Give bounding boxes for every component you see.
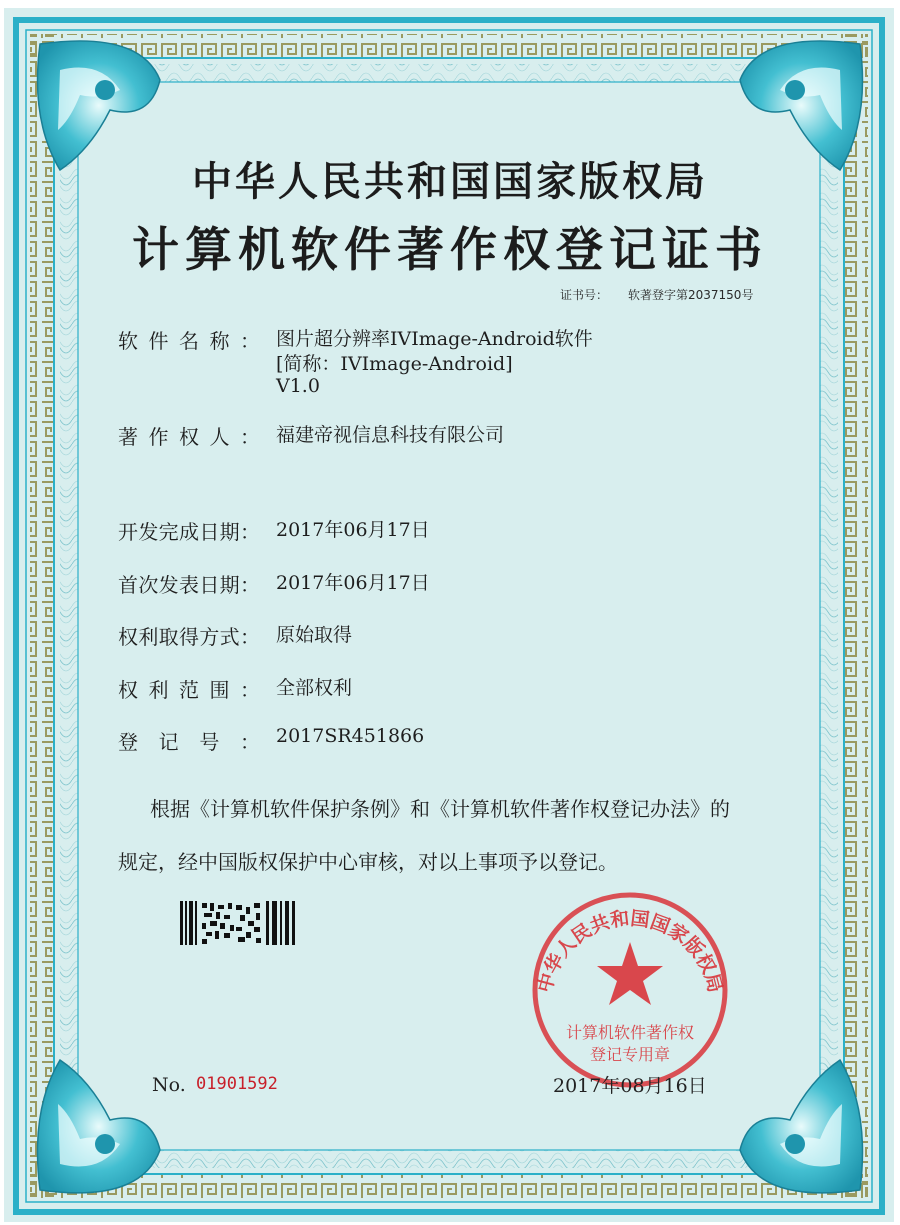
cert-number-label: 证书号： [560,288,609,302]
dev-complete-date-value: 2017年06月17日 [276,519,430,541]
issuing-authority: 中华人民共和国国家版权局 [192,158,708,205]
software-name-line2: [简称：IVImage-Android] [276,353,513,375]
issue-date: 2017年08月16日 [553,1075,707,1097]
seal-ring-text: 中华人民共和国国家版权局 [533,907,727,995]
registration-no-value: 2017SR451866 [276,725,425,747]
barcode [180,901,298,945]
software-name-line1: 图片超分辨率IVImage-Android软件 [276,328,593,350]
corner-ornament-bottom-right [740,1060,863,1193]
statement-line1: 根据《计算机软件保护条例》和《计算机软件著作权登记办法》的 [150,797,730,821]
label-dev-complete-date: 开 发 完 成 日 期 ： [118,520,260,544]
seal-line2: 登记专用章 [589,1045,671,1064]
corner-ornament-bottom-left [38,1060,161,1193]
rights-acquisition-value: 原始取得 [276,624,353,646]
software-version: V1.0 [276,375,320,397]
official-seal [520,880,740,1100]
label-first-publish-date: 首 次 发 表 日 期 ： [118,573,260,597]
label-copyright-owner: 著 作 权 人 ： [118,425,260,449]
certificate-title: 计算机软件著作权登记证书 [132,223,768,278]
first-publish-date-value: 2017年06月17日 [276,572,430,594]
rights-scope-value: 全部权利 [276,677,353,699]
statement-line2: 规定，经中国版权保护中心审核，对以上事项予以登记。 [118,850,618,874]
seal-line1: 计算机软件著作权 [565,1023,695,1042]
serial-label: No. [152,1074,186,1096]
star-icon [597,942,663,1005]
label-registration-no: 登 记 号 ： [118,730,260,754]
copyright-owner-value: 福建帝视信息科技有限公司 [276,424,505,446]
serial-number: 01901592 [196,1074,278,1094]
cert-number-value: 软著登字第2037150号 [628,288,754,302]
label-rights-acquisition: 权 利 取 得 方 式 ： [118,625,260,649]
label-rights-scope: 权 利 范 围 ： [118,678,260,702]
label-software-name: 软 件 名 称 ： [118,329,260,353]
